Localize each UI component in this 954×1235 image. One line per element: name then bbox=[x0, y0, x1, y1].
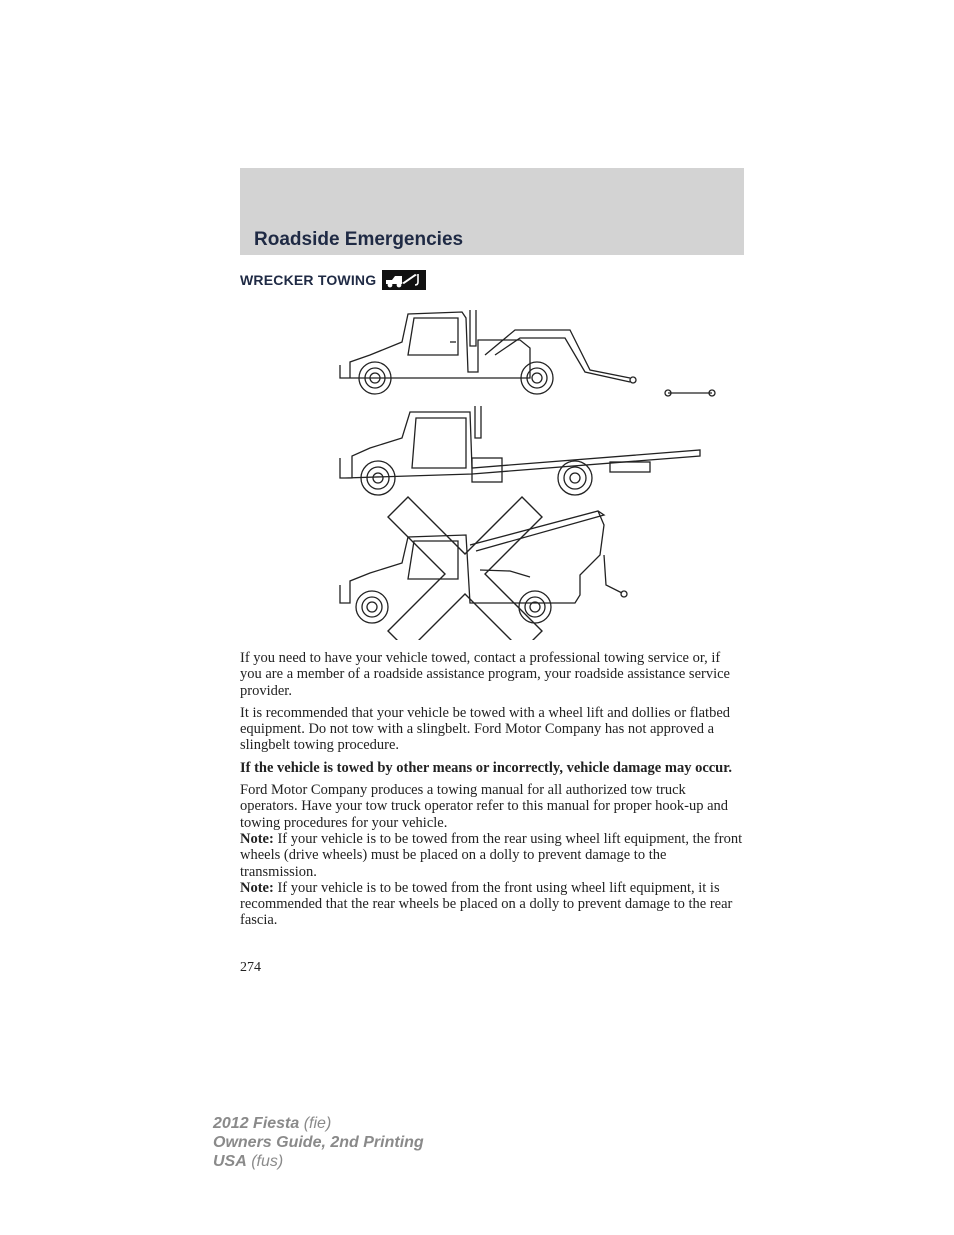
footer-line-1: 2012 Fiesta (fie) bbox=[213, 1115, 332, 1132]
wheel-lift-tow-truck bbox=[340, 310, 715, 396]
paragraph: If you need to have your vehicle towed, contact a professional towing service or, if you are a member of a roadside assistance program, your roadside assistance service provider. bbox=[240, 650, 730, 699]
flatbed-tow-truck bbox=[340, 406, 700, 495]
footer bbox=[213, 1114, 424, 1171]
page-title: Roadside Emergencies bbox=[254, 229, 464, 250]
header-band bbox=[240, 168, 744, 255]
paragraph: Ford Motor Company produces a towing manual for all authorized tow truck operators. Have your tow truck operator refer to this manual for proper hook-up and towing procedures for your vehicle. bbox=[240, 782, 729, 831]
tow-truck-icon bbox=[382, 270, 426, 290]
body-text bbox=[240, 650, 744, 929]
paragraph: It is recommended that your vehicle be towed with a wheel lift and dollies or flatbed equipment. Do not tow with a slingbelt. Ford Motor Company has not approved a slingbelt towing procedure. bbox=[240, 704, 731, 754]
note-text: If your vehicle is to be towed from the front using wheel lift equipment, it is recommended that the rear wheels be placed on a dolly to prevent damage to the rear fascia. bbox=[240, 879, 733, 929]
section-heading-text: WRECKER TOWING bbox=[240, 272, 377, 288]
note-label: Note: bbox=[240, 830, 274, 847]
footer-line-3: USA (fus) bbox=[213, 1153, 284, 1170]
note-text: If your vehicle is to be towed from the rear using wheel lift equipment, the front wheels (drive wheels) must be placed on a dolly to prevent damage to the transmission. bbox=[240, 830, 743, 880]
warning-paragraph: If the vehicle is towed by other means or incorrectly, vehicle damage may occur. bbox=[240, 759, 732, 776]
footer-line-2: Owners Guide, 2nd Printing bbox=[213, 1134, 424, 1151]
page-number: 274 bbox=[240, 960, 261, 975]
section-heading bbox=[240, 270, 426, 290]
towing-illustration bbox=[330, 300, 730, 640]
note-paragraph bbox=[240, 831, 744, 880]
note-paragraph bbox=[240, 880, 744, 929]
note-label: Note: bbox=[240, 879, 274, 896]
slingbelt-tow-truck-crossed-out bbox=[340, 497, 627, 640]
